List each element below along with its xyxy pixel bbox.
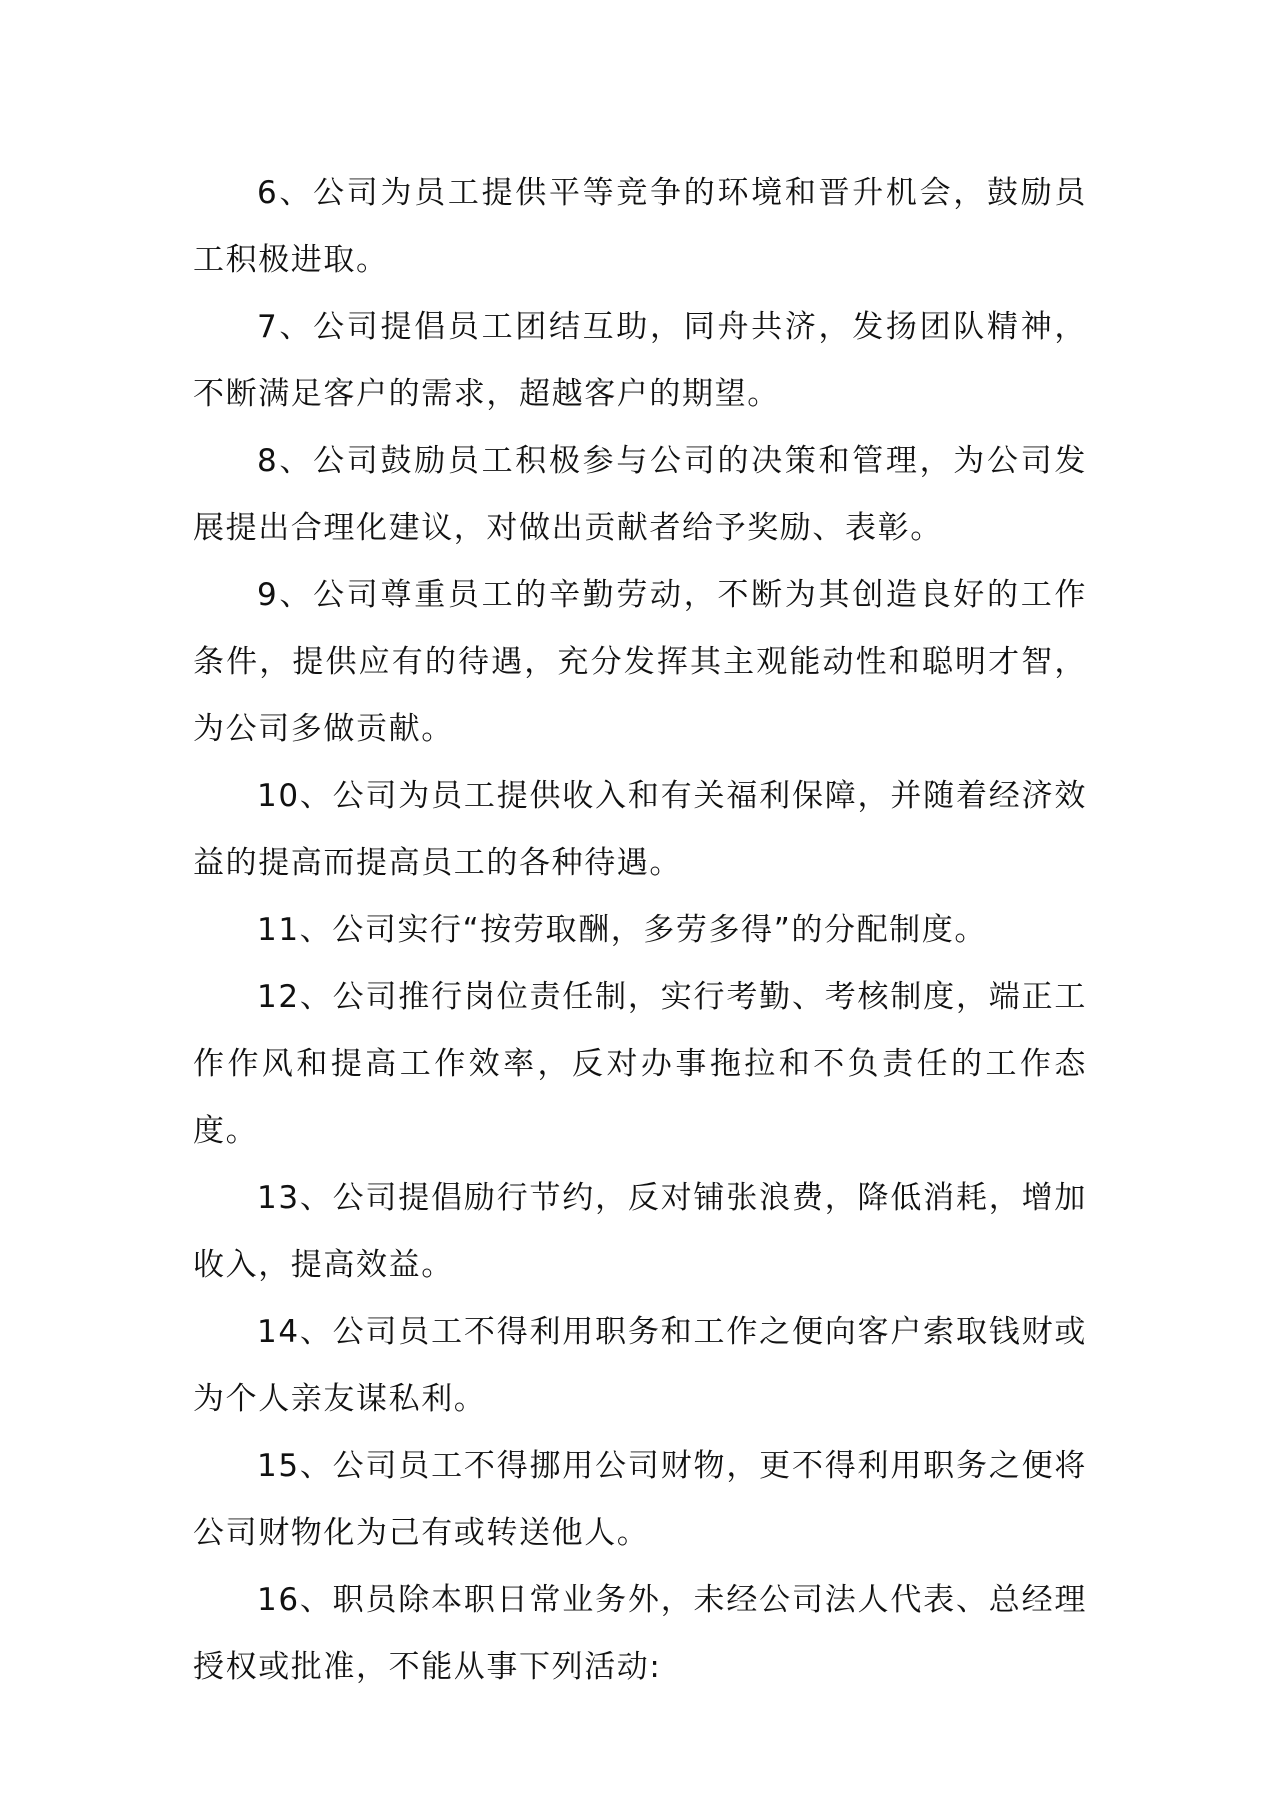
paragraph-item-9: 9、公司尊重员工的辛勤劳动，不断为其创造良好的工作条件，提供应有的待遇，充分发挥其主观能动性和聪明才智，为公司多做贡献。 [193,577,1087,747]
paragraph-item-11: 11、公司实行“按劳取酬，多劳多得”的分配制度。 [257,912,987,948]
paragraph-item-6: 6、公司为员工提供平等竞争的环境和晋升机会，鼓励员工积极进取。 [193,175,1087,278]
paragraph-item-15: 15、公司员工不得挪用公司财物，更不得利用职务之便将公司财物化为己有或转送他人。 [193,1448,1087,1551]
document-body [193,160,1087,1701]
paragraph-item-16: 16、职员除本职日常业务外，未经公司法人代表、总经理授权或批准，不能从事下列活动: [193,1582,1087,1685]
paragraph-item-14: 14、公司员工不得利用职务和工作之便向客户索取钱财或为个人亲友谋私利。 [193,1314,1087,1417]
paragraph-item-10: 10、公司为员工提供收入和有关福利保障，并随着经济效益的提高而提高员工的各种待遇。 [193,778,1087,881]
paragraph-item-12: 12、公司推行岗位责任制，实行考勤、考核制度，端正工作作风和提高工作效率，反对办事拖拉和不负责任的工作态度。 [193,979,1087,1149]
paragraph-item-7: 7、公司提倡员工团结互助，同舟共济，发扬团队精神，不断满足客户的需求，超越客户的期望。 [193,309,1087,412]
paragraph-item-13: 13、公司提倡励行节约，反对铺张浪费，降低消耗，增加收入，提高效益。 [193,1180,1087,1283]
paragraph-item-8: 8、公司鼓励员工积极参与公司的决策和管理，为公司发展提出合理化建议，对做出贡献者给予奖励、表彰。 [193,443,1087,546]
